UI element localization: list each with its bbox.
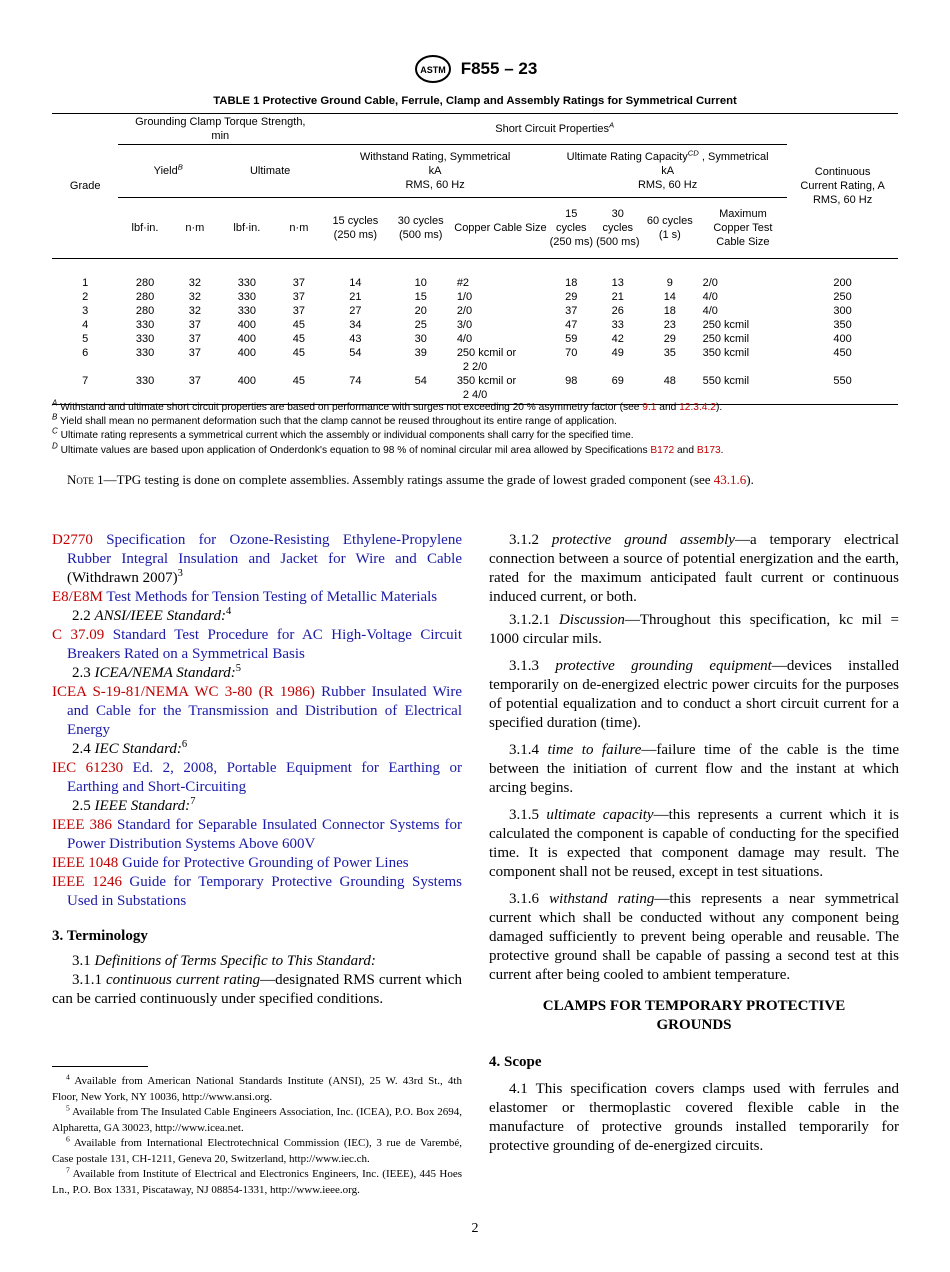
cell-y-nm: 37 xyxy=(172,374,219,405)
cell-w15: 43 xyxy=(349,333,362,345)
withstand-cable-header: Copper Cable Size xyxy=(453,198,548,259)
ultimate-30-header: 30 cycles (500 ms) xyxy=(595,198,642,259)
table-row xyxy=(52,332,898,346)
cell-grade: 5 xyxy=(82,333,89,345)
cell-cont: 350 xyxy=(833,319,852,331)
code-ieee1246[interactable]: IEEE 1246 xyxy=(52,874,122,890)
ratings-table xyxy=(52,113,898,405)
cell-u-nm: 45 xyxy=(292,333,306,345)
link-43-1-6[interactable]: 43.1.6 xyxy=(713,472,747,487)
cell-w15: 34 xyxy=(349,319,362,331)
section-3-1-4: 3.1.4 time to failure—failure time of the cable is the time between the initiation of current flow and the instant at which arcing begins. xyxy=(489,742,900,796)
cell-u15: 47 xyxy=(565,319,578,331)
code-ieee1048[interactable]: IEEE 1048 xyxy=(52,855,119,871)
table-row xyxy=(52,290,898,304)
table-row xyxy=(52,374,898,405)
cell-y-nm: 37 xyxy=(188,319,201,331)
terminology-heading: 3. Terminology xyxy=(52,928,148,944)
clamps-heading: CLAMPS FOR TEMPORARY PROTECTIVE GROUNDS xyxy=(542,998,846,1033)
ref-ieee386 xyxy=(52,816,462,854)
ultimate-lbf-header: lbf·in. xyxy=(218,198,276,259)
section-3-1: 3.1 Definitions of Terms Specific to This Standard: xyxy=(72,953,376,969)
footnote-c: $^C$ Ultimate rating represents a symmetrical current which the assembly or individual components shall carry for the specified time. xyxy=(52,427,634,442)
left-column xyxy=(52,531,462,1009)
code-d2770[interactable]: D2770 xyxy=(52,532,93,548)
cell-line: 2 2/0 xyxy=(462,361,488,373)
cell-wcu xyxy=(453,374,548,405)
ultimate-header: Ultimate xyxy=(218,145,322,198)
cell-u-lbf: 330 xyxy=(237,291,257,303)
footnote-b: $^B$ Yield shall mean no permanent deformation such that the clamp cannot be reused throughout its entire range of application. xyxy=(52,412,617,428)
cell-w15: 54 xyxy=(349,347,362,359)
short-circuit-header: Short Circuit Properties$^A$ xyxy=(322,114,787,145)
withstand-30-header: 30 cycles (500 ms) xyxy=(389,198,453,259)
cell-wcu: 1/0 xyxy=(456,291,473,303)
link-b172[interactable]: B172 xyxy=(650,444,675,456)
cell-w15: 74 xyxy=(322,374,388,405)
title-iec61230[interactable]: Ed. 2, 2008, Portable Equipment for Earthing or Earthing and Short-Circuiting xyxy=(67,760,463,795)
cell-u-nm: 37 xyxy=(292,305,306,317)
title-icea[interactable]: Rubber Insulated Wire and Cable for the Transmission and Distribution of Electrical Energy xyxy=(67,684,463,738)
cell-u60: 48 xyxy=(641,374,699,405)
cell-u30: 33 xyxy=(611,319,624,331)
section-3-1-1: 3.1.1 continuous current rating—designated RMS current which can be carried continuously under specified conditions. xyxy=(52,972,463,1007)
code-e8[interactable]: E8/E8M xyxy=(52,589,103,605)
page-footnote-5: $^5$ Available from The Insulated Cable Engineers Association, Inc. (ICEA), P.O. Box 2694, Alpharetta, GA 30023, http://www.icea.net. xyxy=(52,1103,462,1134)
cell-wcu: #2 xyxy=(456,277,470,289)
section-2-3: 2.3 ICEA/NEMA Standard:$^5$ xyxy=(72,663,241,681)
section-3-1-5: 3.1.5 ultimate capacity—this represents a current which it is calculated the component is capable of conducting for the specified time. It is expected that component damage may result. The component shall not be reused, except in test situations. xyxy=(489,807,900,880)
cell-u30: 21 xyxy=(611,291,624,303)
footnote-d: $^D$ Ultimate values are based upon application of Onderdonk's equation to 98 % of nominal circular mil area allowed by Specifications B172 and B173. xyxy=(52,441,724,456)
cell-y-lbf: 330 xyxy=(135,333,155,345)
cell-y-lbf: 280 xyxy=(135,291,155,303)
cell-y-nm: 32 xyxy=(188,291,201,303)
cell-grade: 2 xyxy=(82,291,89,303)
page-footnote-4: $^4$ Available from American National Standards Institute (ANSI), 25 W. 43rd St., 4th Floor, New York, NY 10036, http://www.ansi.org. xyxy=(52,1072,462,1103)
note-1: Note 1—TPG testing is done on complete assemblies. Assembly ratings assume the grade of lowest graded component (see 43.1.6). xyxy=(67,472,754,487)
title-d2770[interactable]: Specification for Ozone-Resisting Ethylene-Propylene Rubber Integral Insulation and Jacket for Wire and Cable xyxy=(67,532,462,567)
cell-u-nm: 37 xyxy=(292,277,306,289)
ultimate-capacity-header: Ultimate Rating Capacity$^{CD}$ , Symmetrical kA RMS, 60 Hz xyxy=(548,145,787,198)
cell-line: 2 4/0 xyxy=(462,389,488,401)
cell-u15: 59 xyxy=(565,333,578,345)
cell-y-nm: 32 xyxy=(188,305,201,317)
ref-ieee1246 xyxy=(52,873,462,911)
title-e8[interactable]: Test Methods for Tension Testing of Metallic Materials xyxy=(102,589,438,605)
title-ieee1048[interactable]: Guide for Protective Grounding of Power Lines xyxy=(118,855,409,871)
cell-u30: 13 xyxy=(611,277,624,289)
link-9-1[interactable]: 9.1 xyxy=(642,402,657,413)
page-footnotes xyxy=(52,1074,462,1198)
cell-y-lbf: 280 xyxy=(135,305,155,317)
cell-cont: 400 xyxy=(833,333,852,345)
title-ieee1246[interactable]: Guide for Temporary Protective Grounding Systems Used in Substations xyxy=(67,874,462,909)
cell-w15: 14 xyxy=(349,277,362,289)
table-row xyxy=(52,304,898,318)
grade-header: Grade xyxy=(52,114,118,259)
cell-wcu: 2/0 xyxy=(456,305,473,317)
cell-u30: 49 xyxy=(611,347,624,359)
cell-y-lbf: 280 xyxy=(135,277,155,289)
cell-ucu: 550 kcmil xyxy=(699,374,788,405)
ref-ieee1048 xyxy=(52,854,462,873)
cell-u60: 18 xyxy=(663,305,676,317)
cell-ucu: 250 kcmil xyxy=(702,333,750,345)
footnote-divider xyxy=(52,1066,148,1067)
cell-y-lbf: 330 xyxy=(135,319,155,331)
scope-heading: 4. Scope xyxy=(489,1054,542,1070)
ultimate-15-header: 15 cycles (250 ms) xyxy=(548,198,595,259)
continuous-header: Continuous Current Rating, A RMS, 60 Hz xyxy=(787,114,898,259)
cell-w30: 10 xyxy=(414,277,427,289)
table-row xyxy=(52,346,898,374)
ultimate-cable-header: Maximum Copper Test Cable Size xyxy=(699,198,788,259)
footnote-a: $^A$ Withstand and ultimate short circuit properties are based on performance with surges not exceeding 20 % asymmetry factor (see 9.1 and 12.3.4.2). xyxy=(52,398,723,413)
link-12-3-4-2[interactable]: 12.3.4.2 xyxy=(679,402,716,413)
section-3-1-6: 3.1.6 withstand rating—this represents a near symmetrical current which shall be conducted without any component being damaged sufficiently to prevent being operable and reusable. The protective ground shall be capable of passing a second test at this current after being cooled to ambient temperature. xyxy=(489,891,900,983)
cell-w30: 20 xyxy=(414,305,427,317)
cell-ucu: 4/0 xyxy=(702,305,718,317)
cell-u60: 35 xyxy=(663,347,676,359)
ultimate-nm-header: n·m xyxy=(276,198,323,259)
ref-iec61230 xyxy=(52,759,463,797)
cell-u60: 23 xyxy=(663,319,676,331)
cell-u-lbf: 400 xyxy=(237,319,257,331)
cell-grade: 6 xyxy=(82,347,89,359)
cell-u60: 29 xyxy=(663,333,676,345)
cell-cont: 550 xyxy=(787,374,898,405)
cell-cont: 300 xyxy=(833,305,852,317)
code-c3709[interactable]: C 37.09 xyxy=(52,627,105,643)
link-b173[interactable]: B173 xyxy=(696,444,721,456)
yield-lbf-header: lbf·in. xyxy=(118,198,171,259)
cell-w15: 27 xyxy=(349,305,362,317)
title-c3709[interactable]: Standard Test Procedure for AC High-Voltage Circuit Breakers Rated on a Symmetrical Basis xyxy=(67,627,462,662)
cell-u-nm: 45 xyxy=(276,374,323,405)
cell-u30: 42 xyxy=(611,333,624,345)
section-2-5: 2.5 IEEE Standard:$^7$ xyxy=(72,796,196,814)
ref-icea xyxy=(52,683,463,740)
section-3-1-3: 3.1.3 protective grounding equipment—devices installed temporarily on de-energized electric power circuits for the purposes of potential equalization and to conduct a short circuit current for a specified duration (time). xyxy=(489,658,899,731)
ref-c3709 xyxy=(52,626,462,664)
table-footnotes xyxy=(52,398,898,458)
cell-line: 350 kcmil or xyxy=(456,375,517,387)
logo-text: ASTM xyxy=(419,65,446,75)
cell-cont: 450 xyxy=(833,347,852,359)
cell-grade: 3 xyxy=(82,305,89,317)
ref-e8 xyxy=(52,588,462,607)
table-row xyxy=(52,318,898,332)
cell-ucu: 250 kcmil xyxy=(702,319,750,331)
cell-u-lbf: 330 xyxy=(237,305,257,317)
cell-line: 250 kcmil or xyxy=(456,347,517,359)
cell-w30: 39 xyxy=(414,347,427,359)
cell-w15: 21 xyxy=(349,291,362,303)
cell-cont: 200 xyxy=(833,277,852,289)
withstand-15-header: 15 cycles (250 ms) xyxy=(322,198,388,259)
cell-cont: 250 xyxy=(833,291,852,303)
cell-u30: 26 xyxy=(611,305,624,317)
cell-wcu: 4/0 xyxy=(456,333,473,345)
page-footnote-6: $^6$ Available from International Electrotechnical Commission (IEC), 3 rue de Varembé, Case postale 131, CH-1211, Geneva 20, Switzerland, http://www.iec.ch. xyxy=(52,1134,462,1165)
section-2-4: 2.4 IEC Standard:$^6$ xyxy=(72,739,188,757)
cell-u-nm: 45 xyxy=(292,319,306,331)
table-row xyxy=(52,276,898,290)
cell-wcu xyxy=(453,346,548,374)
yield-nm-header: n·m xyxy=(172,198,219,259)
code-ieee386[interactable]: IEEE 386 xyxy=(52,817,112,833)
section-3-1-2-1: 3.1.2.1 Discussion—Throughout this specification, kc mil = 1000 circular mils. xyxy=(489,612,899,647)
cell-u60: 9 xyxy=(666,277,673,289)
section-2-2: 2.2 ANSI/IEEE Standard:$^4$ xyxy=(72,606,232,624)
yield-header: Yield$^B$ xyxy=(118,145,218,198)
cell-wcu: 3/0 xyxy=(456,319,473,331)
title-ieee386[interactable]: Standard for Separable Insulated Connector Systems for Power Distribution Systems Above 600V xyxy=(67,817,462,852)
astm-logo-icon xyxy=(413,54,453,84)
table-caption: TABLE 1 Protective Ground Cable, Ferrule, Clamp and Assembly Ratings for Symmetrical Current xyxy=(213,95,737,107)
cell-u15: 70 xyxy=(565,347,578,359)
right-column xyxy=(489,531,899,1156)
cell-y-lbf: 330 xyxy=(135,347,155,359)
cell-grade: 7 xyxy=(52,374,118,405)
cell-w30: 15 xyxy=(414,291,427,303)
code-icea[interactable]: ICEA S-19-81/NEMA WC 3-80 (R 1986) xyxy=(52,684,315,700)
section-4-1: 4.1 This specification covers clamps used with ferrules and elastomer or thermoplastic covered flexible cable in the manufacture of protective grounds installed temporarily for protective grounding of de-energized circuits. xyxy=(489,1081,900,1154)
ref-d2770: D2770 Specification for Ozone-Resisting Ethylene-Propylene Rubber Integral Insulation and Jacket for Wire and Cable (Withdrawn 2007)$^3$ xyxy=(52,532,462,586)
cell-grade: 4 xyxy=(82,319,89,331)
cell-w30: 54 xyxy=(389,374,453,405)
code-iec61230[interactable]: IEC 61230 xyxy=(52,760,124,776)
cell-y-nm: 37 xyxy=(188,333,201,345)
cell-u-nm: 45 xyxy=(292,347,306,359)
cell-u30: 69 xyxy=(595,374,642,405)
cell-grade: 1 xyxy=(82,277,89,289)
cell-ucu: 350 kcmil xyxy=(702,347,750,359)
cell-w30: 30 xyxy=(414,333,427,345)
cell-u15: 18 xyxy=(565,277,578,289)
cell-y-lbf: 330 xyxy=(118,374,171,405)
cell-u-lbf: 400 xyxy=(218,374,276,405)
ultimate-60-header: 60 cycles (1 s) xyxy=(641,198,699,259)
withstand-header: Withstand Rating, Symmetrical kA RMS, 60 Hz xyxy=(322,145,548,198)
cell-u15: 37 xyxy=(565,305,578,317)
cell-y-nm: 37 xyxy=(188,347,201,359)
torque-header: Grounding Clamp Torque Strength, min xyxy=(118,114,322,145)
cell-u-nm: 37 xyxy=(292,291,306,303)
cell-ucu: 4/0 xyxy=(702,291,718,303)
page-number: 2 xyxy=(471,1221,479,1236)
cell-w30: 25 xyxy=(414,319,427,331)
cell-y-nm: 32 xyxy=(188,277,201,289)
cell-u15: 98 xyxy=(548,374,595,405)
cell-ucu: 2/0 xyxy=(702,277,718,289)
cell-u-lbf: 400 xyxy=(237,333,257,345)
cell-u-lbf: 400 xyxy=(237,347,257,359)
document-designation: F855 – 23 xyxy=(460,59,538,78)
cell-u15: 29 xyxy=(565,291,578,303)
cell-u-lbf: 330 xyxy=(237,277,257,289)
cell-u60: 14 xyxy=(663,291,676,303)
page-header xyxy=(0,54,950,84)
section-3-1-2: 3.1.2 protective ground assembly—a temporary electrical connection between a source of potential energization and the earth, rated for the maximum anticipated fault current or continuous induced current, or both. xyxy=(489,532,900,605)
page-footnote-7: $^7$ Available from Institute of Electrical and Electronics Engineers, Inc. (IEEE), 445 Hoes Ln., P.O. Box 1331, Piscataway, NJ 08854-1331, http://www.ieee.org. xyxy=(52,1165,462,1196)
